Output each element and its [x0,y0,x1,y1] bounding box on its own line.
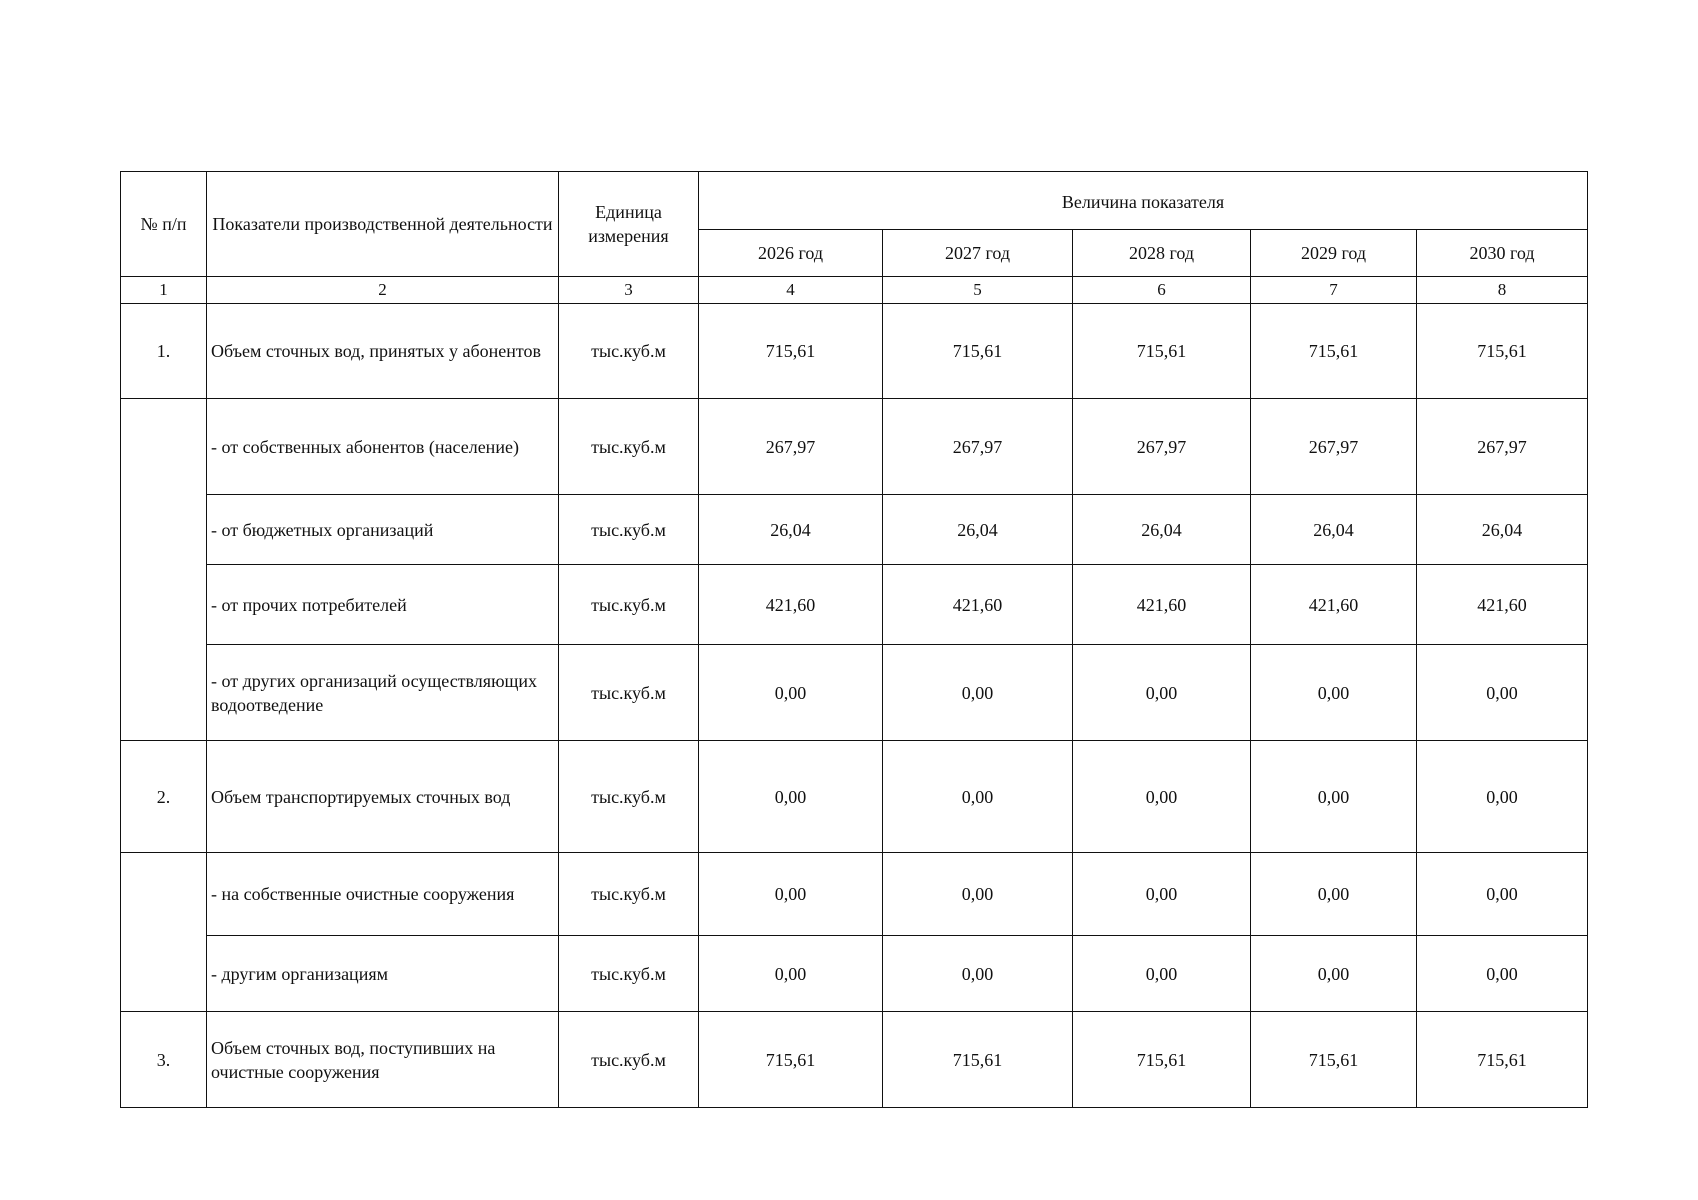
unit-cell: тыс.куб.м [559,565,699,645]
value-cell: 0,00 [1251,936,1417,1012]
value-cell: 421,60 [883,565,1073,645]
value-cell: 0,00 [699,936,883,1012]
indicator-name: - от прочих потребителей [207,565,559,645]
column-number: 2 [207,277,559,304]
column-number: 1 [121,277,207,304]
unit-cell: тыс.куб.м [559,741,699,853]
value-cell: 26,04 [1417,495,1588,565]
value-cell: 26,04 [1073,495,1251,565]
indicator-name: Объем транспортируемых сточных вод [207,741,559,853]
value-cell: 715,61 [1073,1012,1251,1108]
indicator-name: - от других организаций осуществляющих водоотведение [207,645,559,741]
value-cell: 715,61 [1417,304,1588,399]
table-row [121,741,1588,853]
value-cell: 715,61 [1417,1012,1588,1108]
row-number: 3. [121,1012,207,1108]
unit-cell: тыс.куб.м [559,1012,699,1108]
header-indicator: Показатели производственной деятельности [207,172,559,277]
value-cell: 715,61 [1251,1012,1417,1108]
indicator-name: - другим организациям [207,936,559,1012]
value-cell: 0,00 [1251,853,1417,936]
row-number: 1. [121,304,207,399]
value-cell: 0,00 [883,936,1073,1012]
row-number [121,399,207,741]
header-year: 2030 год [1417,230,1588,277]
header-year: 2027 год [883,230,1073,277]
table-row [121,495,1588,565]
value-cell: 26,04 [883,495,1073,565]
value-cell: 267,97 [699,399,883,495]
value-cell: 421,60 [1417,565,1588,645]
value-cell: 0,00 [1073,853,1251,936]
value-cell: 0,00 [699,741,883,853]
indicator-name: Объем сточных вод, принятых у абонентов [207,304,559,399]
unit-cell: тыс.куб.м [559,645,699,741]
header-year: 2026 год [699,230,883,277]
column-number: 4 [699,277,883,304]
value-cell: 0,00 [699,645,883,741]
value-cell: 0,00 [1417,741,1588,853]
unit-cell: тыс.куб.м [559,936,699,1012]
indicator-name: Объем сточных вод, поступивших на очистные сооружения [207,1012,559,1108]
value-cell: 0,00 [1073,936,1251,1012]
production-indicators-table [120,171,1588,1108]
header-unit: Единица измерения [559,172,699,277]
column-number: 3 [559,277,699,304]
value-cell: 0,00 [1073,741,1251,853]
value-cell: 0,00 [883,741,1073,853]
value-cell: 0,00 [883,645,1073,741]
value-cell: 715,61 [883,304,1073,399]
value-cell: 715,61 [1073,304,1251,399]
value-cell: 267,97 [1417,399,1588,495]
table-row [121,936,1588,1012]
header-year: 2029 год [1251,230,1417,277]
value-cell: 715,61 [699,304,883,399]
value-cell: 0,00 [1417,853,1588,936]
table-row [121,304,1588,399]
unit-cell: тыс.куб.м [559,399,699,495]
value-cell: 421,60 [1251,565,1417,645]
value-cell: 715,61 [1251,304,1417,399]
row-number: 2. [121,741,207,853]
header-number: № п/п [121,172,207,277]
unit-cell: тыс.куб.м [559,853,699,936]
value-cell: 421,60 [1073,565,1251,645]
unit-cell: тыс.куб.м [559,304,699,399]
header-value-group: Величина показателя [699,172,1588,230]
value-cell: 267,97 [883,399,1073,495]
header-year: 2028 год [1073,230,1251,277]
value-cell: 267,97 [1073,399,1251,495]
value-cell: 715,61 [699,1012,883,1108]
value-cell: 715,61 [883,1012,1073,1108]
value-cell: 0,00 [883,853,1073,936]
value-cell: 0,00 [1073,645,1251,741]
value-cell: 0,00 [1251,645,1417,741]
column-number: 8 [1417,277,1588,304]
indicator-name: - на собственные очистные сооружения [207,853,559,936]
value-cell: 0,00 [1417,645,1588,741]
column-number: 5 [883,277,1073,304]
value-cell: 267,97 [1251,399,1417,495]
table-row [121,1012,1588,1108]
indicator-name: - от собственных абонентов (население) [207,399,559,495]
unit-cell: тыс.куб.м [559,495,699,565]
value-cell: 421,60 [699,565,883,645]
value-cell: 26,04 [1251,495,1417,565]
value-cell: 0,00 [1251,741,1417,853]
value-cell: 26,04 [699,495,883,565]
value-cell: 0,00 [1417,936,1588,1012]
table-row [121,565,1588,645]
table-row [121,399,1588,495]
column-number: 6 [1073,277,1251,304]
table-row [121,853,1588,936]
row-number [121,853,207,1012]
column-number: 7 [1251,277,1417,304]
value-cell: 0,00 [699,853,883,936]
table-row [121,645,1588,741]
indicator-name: - от бюджетных организаций [207,495,559,565]
